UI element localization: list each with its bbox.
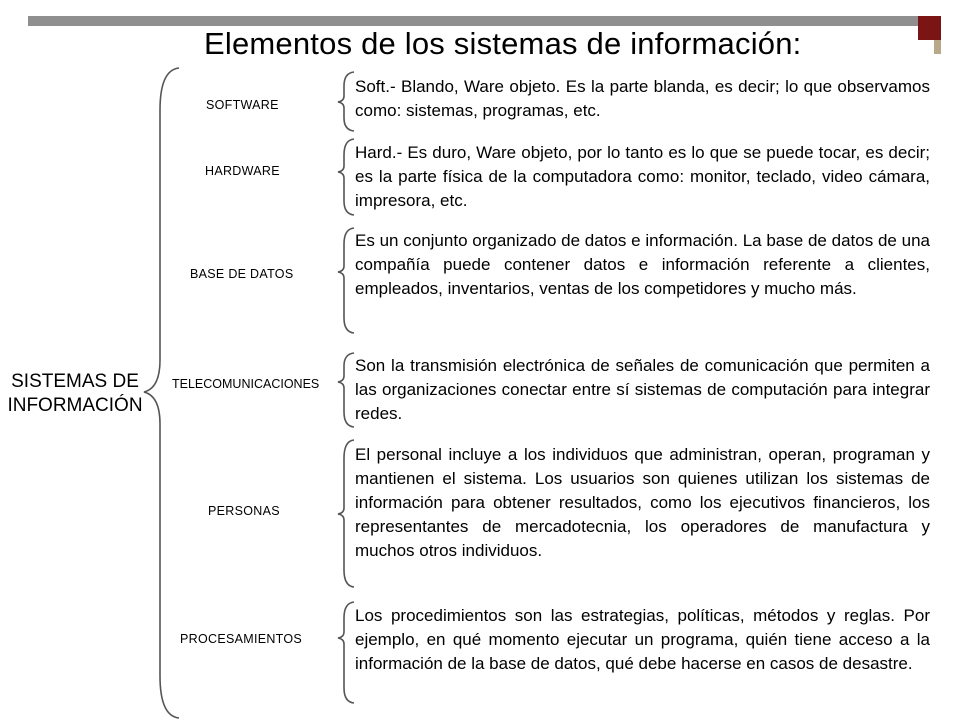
brace-procesamientos bbox=[338, 602, 354, 703]
description-software: Soft.- Blando, Ware objeto. Es la parte blanda, es decir; lo que observamos como: sistemas, programas, etc. bbox=[355, 77, 930, 120]
category-telecomunicaciones: TELECOMUNICACIONES bbox=[172, 377, 320, 391]
root-label-line-1: SISTEMAS DE bbox=[11, 371, 139, 392]
category-hardware: HARDWARE bbox=[205, 164, 280, 178]
root-label bbox=[0, 370, 150, 418]
description-hardware: Hard.- Es duro, Ware objeto, por lo tanto es lo que se puede tocar, es decir; es la parte física de la computadora como: monitor, teclado, video cámara, impresora, etc. bbox=[355, 143, 930, 210]
slide-title: Elementos de los sistemas de información: bbox=[204, 26, 802, 61]
category-software: SOFTWARE bbox=[206, 98, 279, 112]
brace-personas bbox=[338, 440, 354, 587]
brace-hardware bbox=[338, 139, 354, 215]
description-procesamientos: Los procedimientos son las estrategias, políticas, métodos y reglas. Por ejemplo, en qué momento ejecutar un programa, quién tiene acceso a la información de la base de datos, qué debe hacerse en casos de desastre. bbox=[355, 606, 930, 673]
category-procesamientos: PROCESAMIENTOS bbox=[180, 632, 303, 646]
description-base-de-datos: Es un conjunto organizado de datos e información. La base de datos de una compañía puede contener datos e información referente a clientes, empleados, inventarios, ventas de los competidores y mucho más. bbox=[355, 231, 930, 298]
brace-telecomunicaciones bbox=[338, 353, 354, 427]
description-personas: El personal incluye a los individuos que administran, operan, programan y mantienen el sistema. Los usuarios son quienes utilizan los sistemas de información para obtener resultados, como los ejecutivos financieros, los representantes de mercadotecnia, los operadores de manufactura y muchos otros individuos. bbox=[355, 445, 930, 560]
category-personas: PERSONAS bbox=[208, 504, 280, 518]
brace-base-de-datos bbox=[338, 228, 354, 333]
brace-software bbox=[338, 72, 354, 131]
description-telecomunicaciones: Son la transmisión electrónica de señales de comunicación que permiten a las organizaciones conectar entre sí sistemas de computación para integrar redes. bbox=[355, 356, 930, 423]
category-base-de-datos: BASE DE DATOS bbox=[190, 267, 294, 281]
root-label-line-2: INFORMACIÓN bbox=[7, 395, 143, 416]
